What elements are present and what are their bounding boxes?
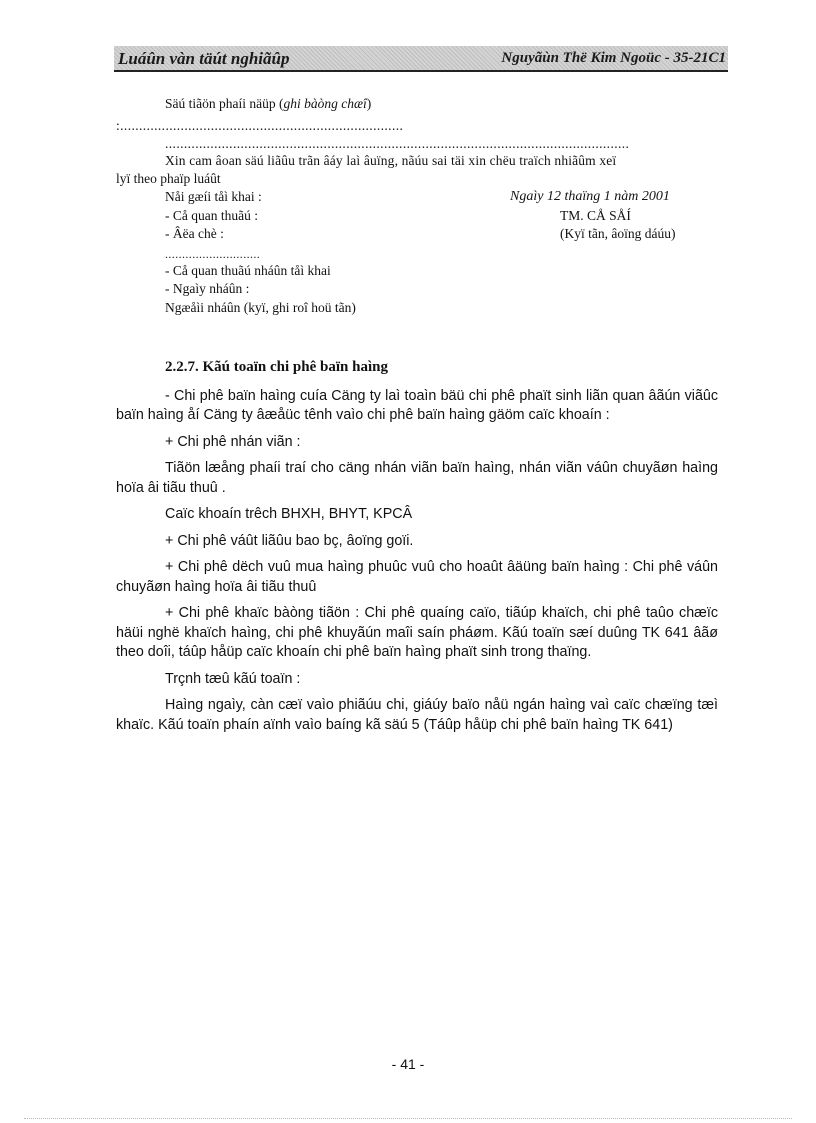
paragraph: + Chi phê váût liãûu bao bç, âoïng goïi. (165, 532, 414, 549)
paragraph: Tiãön læång phaíi traí cho cäng nhán viãn baïn haìng, nhán viãn váûn chuyãøn haìng hoïa âi tiãu thuû . (116, 460, 718, 496)
section-heading: 2.2.7. Kãú toaïn chi phê baïn haìng (165, 359, 388, 375)
paragraph: + Chi phê khaïc bàòng tiãön : Chi phê quaíng caïo, tiãúp khaïch, chi phê taûo chæïc häüi nghë khaïch haìng, chi phê khuyãún maîi saín pháøm. Kãú toaïn sæí duûng TK 641 âãø theo doîi, táûp håüp caïc khoaín chi phê baïn haìng phaït sinh trong thaïng. (116, 605, 718, 660)
received-date-label: - Ngaìy nháûn : (165, 281, 250, 296)
page-number: - 41 - (391, 1056, 425, 1072)
dotted-line-3: ............................ (165, 247, 261, 261)
amount-due-line (165, 95, 371, 113)
paragraph: Caïc khoaín trêch BHXH, BHYT, KPCÂ (165, 506, 413, 522)
paragraph: + Chi phê nhán viãn : (165, 433, 301, 450)
commitment-line-2: lyï theo phaïp luáût (116, 171, 221, 186)
header-thesis-title: Luáûn vàn täút nghiãûp (118, 49, 290, 68)
amount-due-italic: ghi bàòng chæî (283, 96, 367, 111)
address-label: - Âëa chè : (165, 226, 224, 241)
amount-due-suffix: ) (366, 96, 372, 111)
submit-place-label: Nåi gæíi tåì khai : (165, 189, 262, 204)
amount-due-label: Säú tiãön phaíi näüp ( (165, 96, 284, 111)
receiver-label: Ngæåìi nháûn (kyï, ghi roî hoü tãn) (165, 300, 356, 315)
header-author: Nguyãùn Thë Kim Ngoüc - 35-21C1 (501, 50, 726, 66)
paragraph: + Chi phê dëch vuû mua haìng phuûc vuû cho hoaût âäüng baïn haìng : Chi phê váûn chuyãøn haìng hoïa âi tiãu thuû (116, 559, 718, 595)
page-header (114, 46, 728, 72)
sign-stamp-label: (Kyï tãn, âoïng dáúu) (560, 226, 676, 241)
paragraph: Trçnh tæû kãú toaïn : (165, 670, 301, 687)
dotted-line-1: :........................................................................... (116, 118, 404, 133)
dotted-line-2: ........................................................................................................................... (165, 136, 630, 151)
page-bottom-rule (24, 1118, 792, 1119)
receiving-office-label: - Cå quan thuãú nháûn tåì khai (165, 263, 331, 278)
commitment-line-1: Xin cam âoan säú liãûu trãn âáy laì âuïng, nãúu sai täi xin chëu traïch nhiãûm xeï (165, 153, 617, 168)
on-behalf-label: TM. CÅ SÅÍ (560, 208, 631, 223)
section-body (116, 358, 718, 742)
declaration-date: Ngaìy 12 thaïng 1 nàm 2001 (510, 189, 670, 204)
paragraph: Haìng ngaìy, càn cæï vaìo phiãúu chi, giáúy baïo nåü ngán haìng vaì caïc chæïng tæì khaïc. Kãú toaïn phaín aïnh vaìo baíng kã säú 5 (Táûp håüp chi phê baïn haìng TK 641) (116, 697, 718, 733)
tax-office-label: - Cå quan thuãú : (165, 208, 258, 223)
paragraph: - Chi phê baïn haìng cuía Cäng ty laì toaìn bäü chi phê phaït sinh liãn quan âãún viãûc baïn haìng åí Cäng ty âæåüc tênh vaìo chi phê baïn haìng gäöm caïc khoaín : (116, 387, 718, 423)
